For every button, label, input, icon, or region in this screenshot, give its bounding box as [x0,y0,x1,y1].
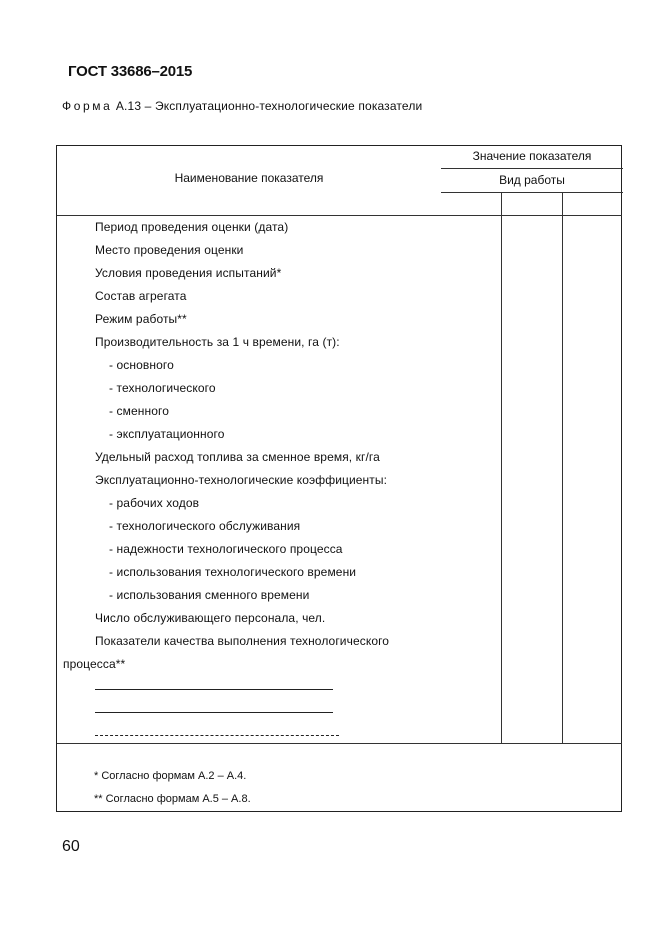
blank-line-3 [95,735,339,736]
header-divider-work [441,192,623,193]
row-coef-process-reliability: - надежности технологического процесса [109,542,343,556]
row-coef-technological-time: - использования технологического времени [109,565,357,579]
row-staff-count: Число обслуживающего персонала, чел. [95,611,326,625]
row-assessment-place: Место проведения оценки [95,243,244,257]
row-productivity-operational: - эксплуатационного [109,427,225,441]
form-caption-title: А.13 – Эксплуатационно-технологические показатели [112,99,423,113]
header-name-column: Наименование показателя [174,171,324,185]
blank-line-2 [95,712,333,713]
row-unit-composition: Состав агрегата [95,289,187,303]
header-bottom-rule [57,215,622,216]
footnote-2: ** Согласно формам А.5 – А.8. [94,793,251,805]
row-coef-technological-service: - технологического обслуживания [109,519,301,533]
row-quality-indicators: Показатели качества выполнения технологического [95,634,390,648]
table-body-bottom-rule [57,743,622,744]
row-fuel-consumption: Удельный расход топлива за сменное время, кг/га [95,450,380,464]
row-coef-shift-time: - использования сменного времени [109,588,310,602]
row-productivity-shift: - сменного [109,404,169,418]
footnote-1: * Согласно формам А.2 – А.4. [94,770,247,782]
header-value-column: Значение показателя [472,149,592,163]
row-coef-working-passes: - рабочих ходов [109,496,200,510]
column-divider-2 [562,192,563,744]
column-divider-1 [501,192,502,744]
page-number: 60 [62,838,80,855]
row-test-conditions: Условия проведения испытаний* [95,266,282,280]
row-productivity-technological: - технологического [109,381,216,395]
blank-line-1 [95,689,333,690]
header-work-type: Вид работы [499,173,565,187]
form-caption-prefix: Форма [62,99,113,113]
indicators-table [56,145,622,812]
row-quality-indicators-cont: процесса** [63,657,126,671]
row-operating-mode: Режим работы** [95,312,187,326]
row-productivity-main: - основного [109,358,174,372]
row-assessment-period: Период проведения оценки (дата) [95,220,289,234]
form-caption [62,99,422,113]
standard-number: ГОСТ 33686–2015 [68,63,193,80]
row-coefficients: Эксплуатационно-технологические коэффициенты: [95,473,388,487]
header-divider-value [441,168,623,169]
row-productivity: Производительность за 1 ч времени, га (т): [95,335,340,349]
